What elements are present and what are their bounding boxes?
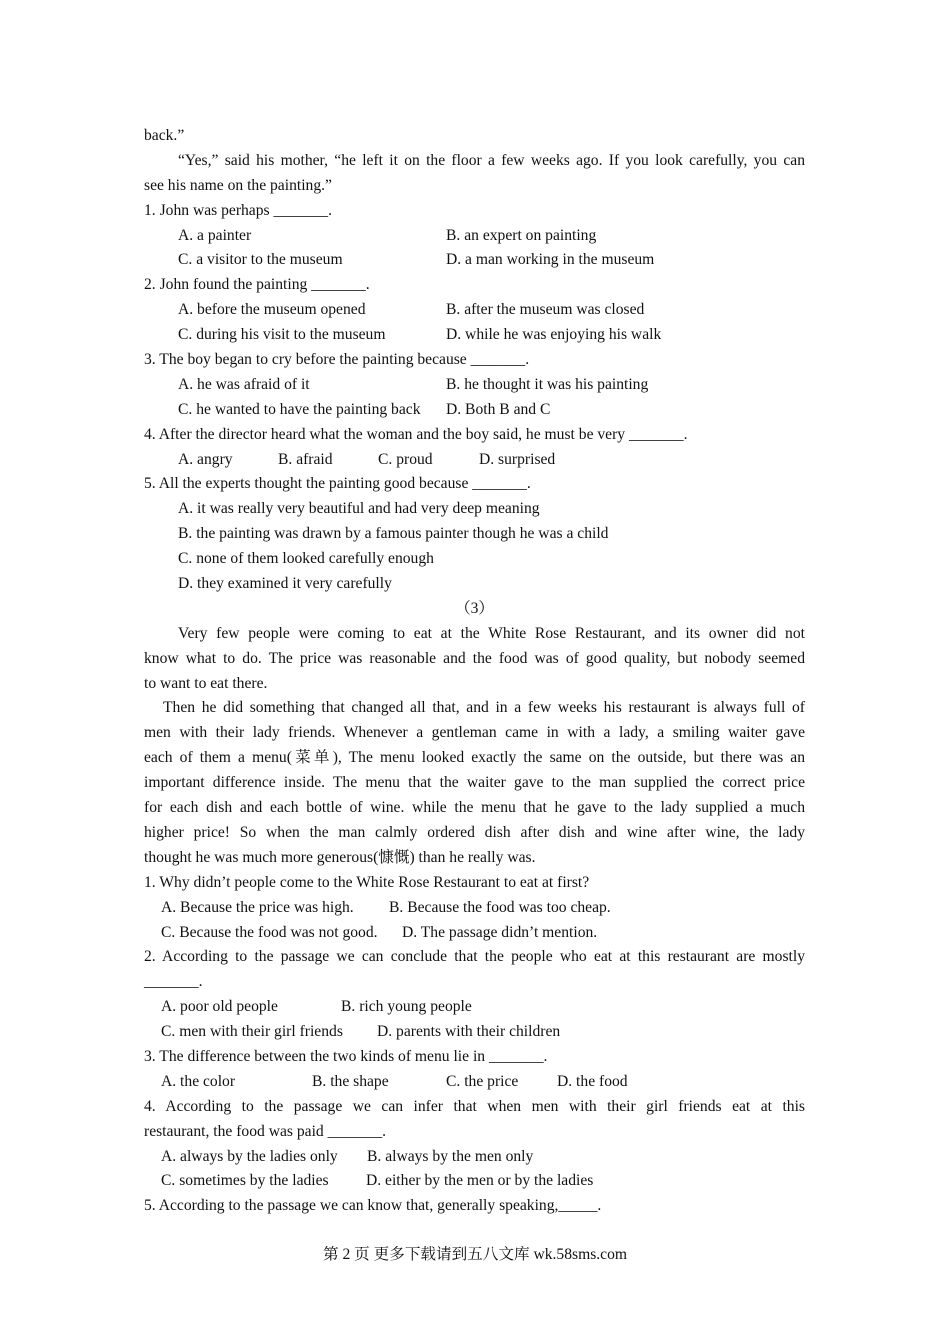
- question-stem: 5. According to the passage we can know that, generally speaking,_____.: [144, 1197, 602, 1215]
- option-row: [144, 896, 805, 921]
- option: C. he wanted to have the painting back: [178, 400, 421, 418]
- option: C. Because the food was not good.: [161, 923, 378, 941]
- option: A. the color: [161, 1072, 236, 1090]
- text-line: see his name on the painting.”: [144, 176, 332, 194]
- option-row: [144, 248, 805, 273]
- text-line: higher price! So when the man calmly ordered dish after dish and wine after wine, the lady: [144, 823, 805, 841]
- text-line: to want to eat there.: [144, 674, 268, 692]
- option-row: [144, 373, 805, 398]
- question-stem: restaurant, the food was paid _______.: [144, 1122, 387, 1140]
- question-stem: 5. All the experts thought the painting good because _______.: [144, 475, 531, 493]
- question-stem: 4. According to the passage we can infer that when men with their girl friends eat at this: [144, 1097, 805, 1115]
- option: B. the painting was drawn by a famous painter though he was a child: [178, 525, 609, 543]
- option-row: [144, 448, 805, 473]
- option-row: [144, 1169, 805, 1194]
- text-line: men with their lady friends. Whenever a gentleman came in with a lady, a smiling waiter gave: [144, 724, 805, 742]
- option-row: [144, 1020, 805, 1045]
- text-line: each of them a menu(菜单), The menu looked exactly the same on the outside, but there was an: [144, 749, 805, 767]
- option: A. Because the price was high.: [161, 898, 354, 916]
- option-row: [144, 995, 805, 1020]
- option: D. Both B and C: [446, 400, 551, 418]
- page-content: [144, 124, 805, 1219]
- option: D. either by the men or by the ladies: [366, 1172, 594, 1190]
- option: B. the shape: [312, 1072, 389, 1090]
- option: C. the price: [446, 1072, 519, 1090]
- text-line: thought he was much more generous(慷慨) than he really was.: [144, 848, 536, 866]
- option: D. the food: [557, 1072, 628, 1090]
- option: A. poor old people: [161, 998, 278, 1016]
- option: B. after the museum was closed: [446, 301, 645, 319]
- option: C. proud: [378, 450, 433, 468]
- section-heading: （3）: [455, 599, 494, 617]
- option: A. always by the ladies only: [161, 1147, 338, 1165]
- question-stem: 4. After the director heard what the woman and the boy said, he must be very _______.: [144, 425, 688, 443]
- option: C. a visitor to the museum: [178, 251, 343, 269]
- option: B. rich young people: [341, 998, 472, 1016]
- option: A. it was really very beautiful and had very deep meaning: [178, 500, 540, 518]
- option: C. men with their girl friends: [161, 1023, 343, 1041]
- question-stem: 1. Why didn’t people come to the White Rose Restaurant to eat at first?: [144, 873, 590, 891]
- option-row: [144, 323, 805, 348]
- option: D. The passage didn’t mention.: [402, 923, 598, 941]
- option-row: [144, 1070, 805, 1095]
- question-stem: 2. According to the passage we can conclude that the people who eat at this restaurant are mostly: [144, 948, 805, 966]
- option: D. surprised: [479, 450, 556, 468]
- option-row: [144, 1145, 805, 1170]
- option-row: [144, 224, 805, 249]
- question-stem: _______.: [144, 973, 203, 991]
- text-line: “Yes,” said his mother, “he left it on the floor a few weeks ago. If you look carefully, you can: [178, 151, 805, 169]
- option: B. Because the food was too cheap.: [389, 898, 611, 916]
- option-row: [144, 921, 805, 946]
- page-footer: 第 2 页 更多下载请到五八文库 wk.58sms.com: [322, 1246, 628, 1263]
- option: A. before the museum opened: [178, 301, 366, 319]
- option: D. they examined it very carefully: [178, 575, 392, 593]
- option: B. always by the men only: [367, 1147, 534, 1165]
- option-row: [144, 298, 805, 323]
- option: A. he was afraid of it: [178, 375, 310, 393]
- text-line: back.”: [144, 127, 185, 144]
- option: B. an expert on painting: [446, 226, 597, 244]
- question-stem: 2. John found the painting _______.: [144, 276, 370, 294]
- question-stem: 3. The difference between the two kinds of menu lie in _______.: [144, 1047, 548, 1065]
- text-line: for each dish and each bottle of wine. while the menu that he gave to the lady supplied a much: [144, 799, 805, 817]
- option: A. a painter: [178, 226, 252, 244]
- option: D. while he was enjoying his walk: [446, 326, 662, 344]
- text-line: know what to do. The price was reasonable and the food was of good quality, but nobody seemed: [144, 649, 805, 667]
- question-stem: 1. John was perhaps _______.: [144, 201, 332, 219]
- option: B. afraid: [278, 450, 333, 468]
- option: C. during his visit to the museum: [178, 326, 386, 344]
- option: C. none of them looked carefully enough: [178, 550, 434, 568]
- option: D. parents with their children: [377, 1023, 561, 1041]
- text-line: Then he did something that changed all that, and in a few weeks his restaurant is always full of: [163, 699, 805, 717]
- option: D. a man working in the museum: [446, 251, 655, 269]
- question-stem: 3. The boy began to cry before the painting because _______.: [144, 351, 530, 369]
- option-row: [144, 398, 805, 423]
- option: C. sometimes by the ladies: [161, 1172, 329, 1190]
- option: A. angry: [178, 450, 233, 468]
- text-line: Very few people were coming to eat at the White Rose Restaurant, and its owner did not: [178, 624, 805, 642]
- option: B. he thought it was his painting: [446, 375, 649, 393]
- text-line: important difference inside. The menu that the waiter gave to the man supplied the correct price: [144, 774, 805, 792]
